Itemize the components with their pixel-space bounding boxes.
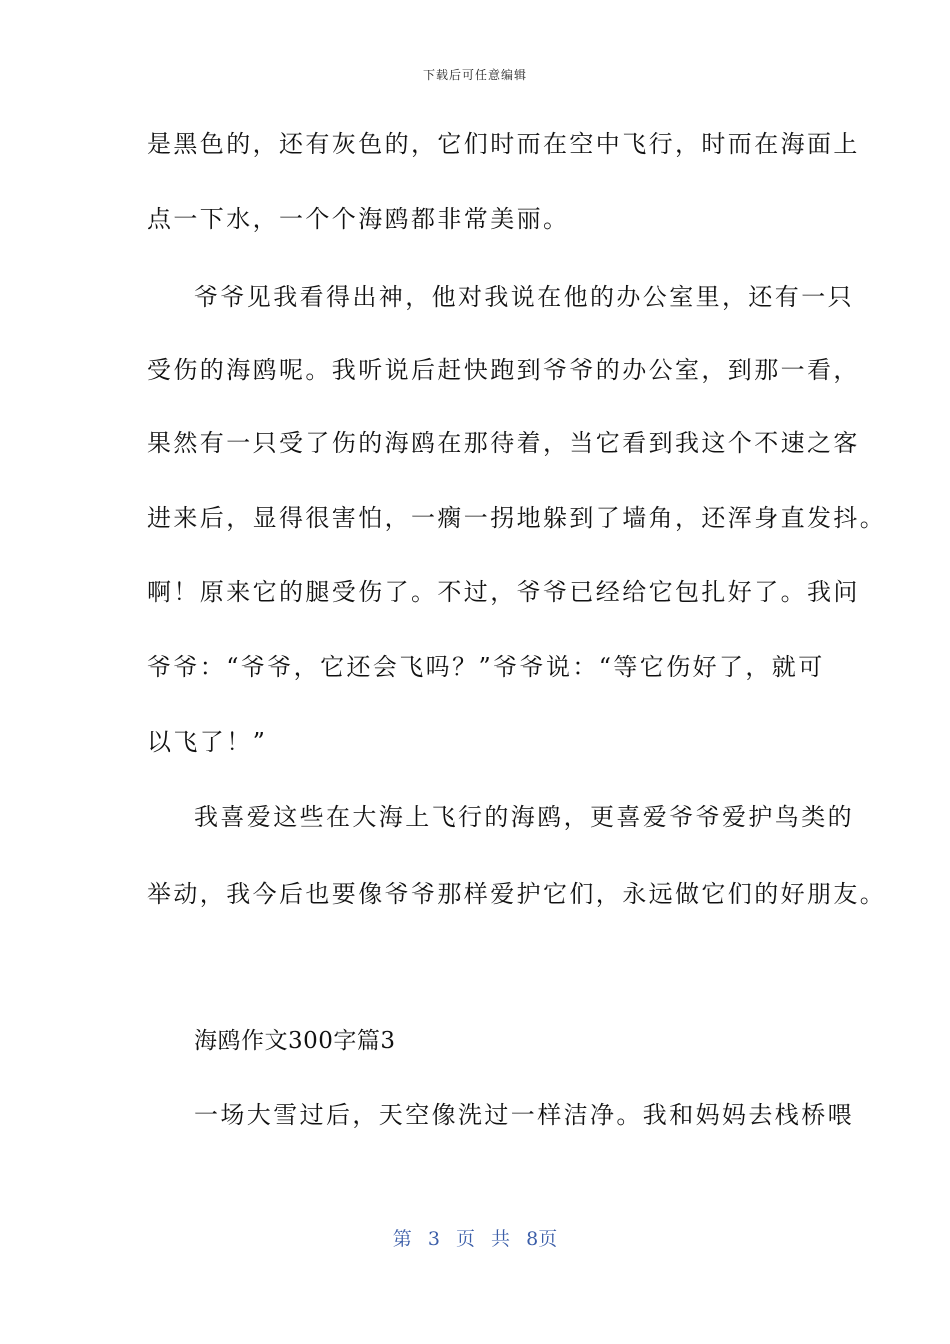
page-header: 下载后可任意编辑 <box>422 68 527 82</box>
paragraph-line: 是黑色的，还有灰色的，它们时而在空中飞行，时而在海面上 <box>147 130 860 158</box>
paragraph-line: 举动，我今后也要像爷爷那样爱护它们，永远做它们的好朋友。 <box>147 880 887 908</box>
paragraph-line: 爷爷：“爷爷，它还会飞吗？”爷爷说：“等它伤好了，就可 <box>147 653 825 681</box>
paragraph-line: 以飞了！” <box>147 728 268 756</box>
paragraph-line: 受伤的海鸥呢。我听说后赶快跑到爷爷的办公室，到那一看， <box>147 356 860 384</box>
paragraph-line: 果然有一只受了伤的海鸥在那待着，当它看到我这个不速之客 <box>147 429 860 457</box>
footer-word-page: 第 <box>392 1228 412 1250</box>
footer-current-page: 3 <box>427 1228 440 1250</box>
paragraph-line: 一场大雪过后，天空像洗过一样洁净。我和妈妈去栈桥喂 <box>194 1101 854 1129</box>
paragraph-line: 爷爷见我看得出神，他对我说在他的办公室里，还有一只 <box>194 283 854 311</box>
paragraph-line: 点一下水，一个个海鸥都非常美丽。 <box>147 205 570 233</box>
paragraph-line: 进来后，显得很害怕，一瘸一拐地躲到了墙角，还浑身直发抖。 <box>147 504 887 532</box>
footer-total-pages: 8页 <box>526 1228 558 1250</box>
page-footer <box>0 1224 950 1251</box>
section-heading: 海鸥作文300字篇3 <box>194 1028 396 1054</box>
paragraph-line: 我喜爱这些在大海上飞行的海鸥，更喜爱爷爷爱护鸟类的 <box>194 803 854 831</box>
paragraph-line: 啊！原来它的腿受伤了。不过，爷爷已经给它包扎好了。我问 <box>147 578 860 606</box>
footer-word-page-unit: 页 <box>455 1228 475 1250</box>
footer-word-total: 共 <box>491 1228 511 1250</box>
